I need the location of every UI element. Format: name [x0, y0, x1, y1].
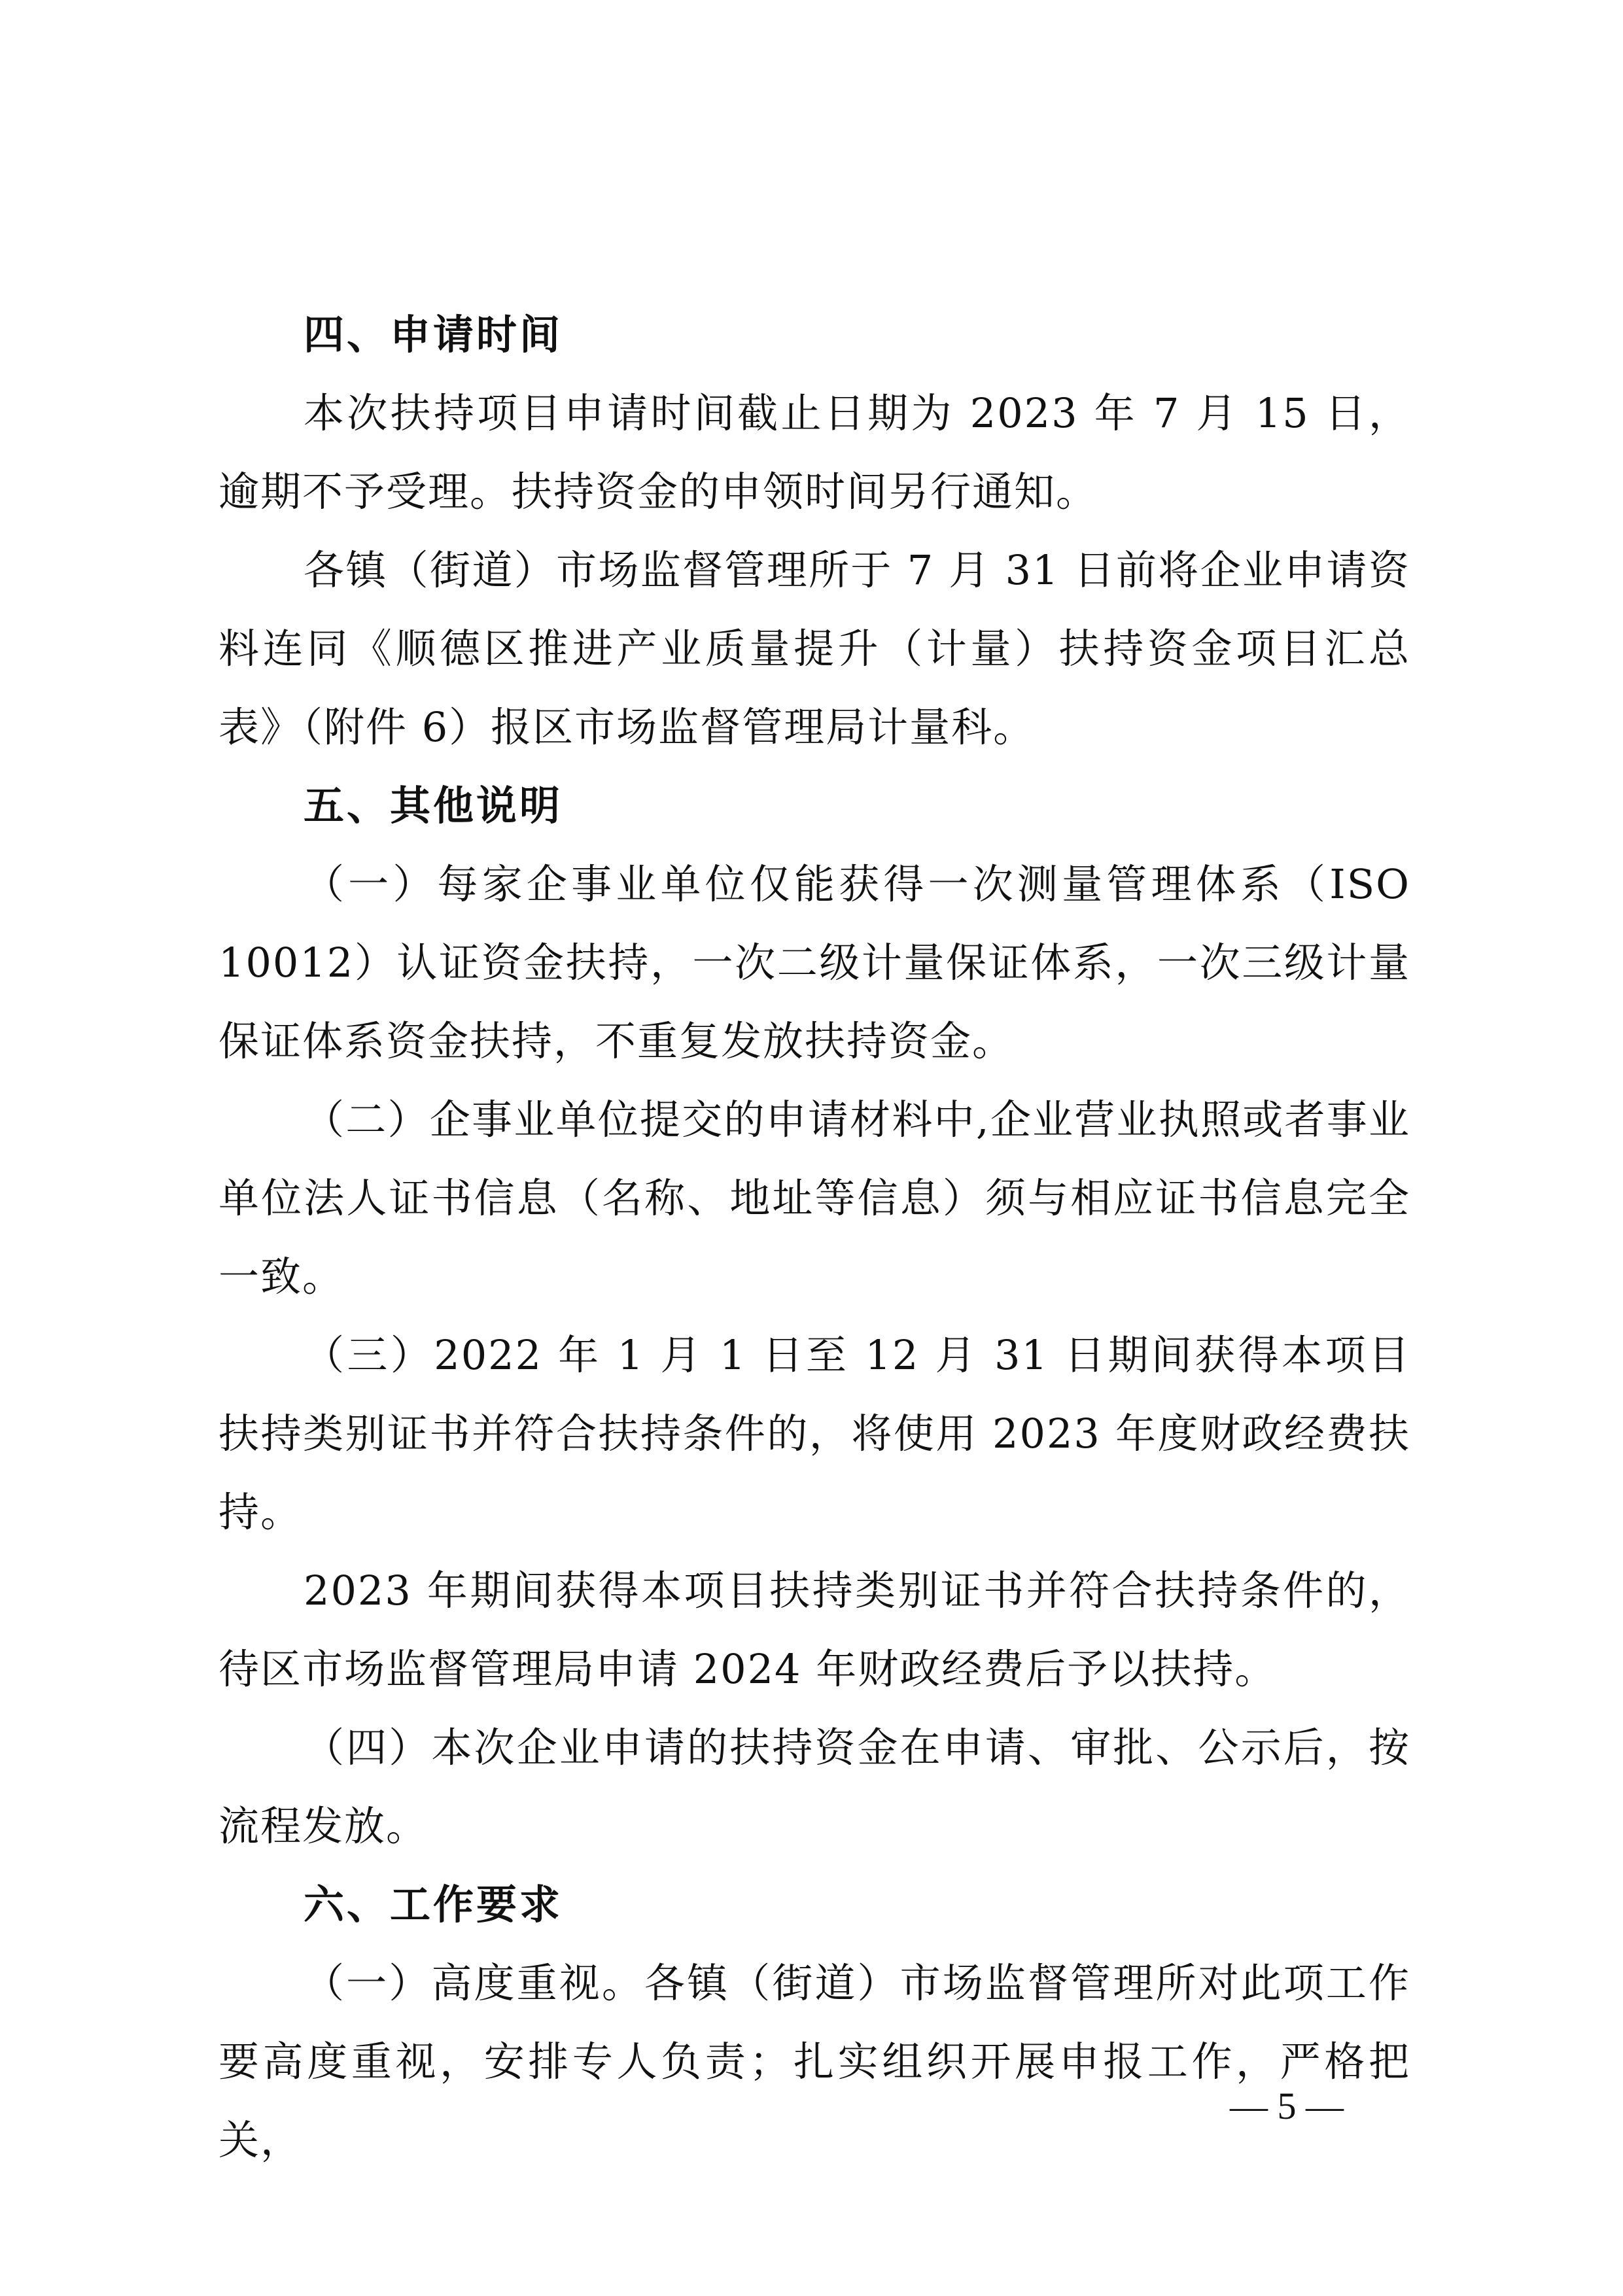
paragraph-note-4: （四）本次企业申请的扶持资金在申请、审批、公示后，按流程发放。	[218, 1724, 1410, 1850]
page-number: — 5 —	[1230, 2085, 1344, 2127]
paragraph-deadline: 本次扶持项目申请时间截止日期为 2023 年 7 月 15 日，逾期不予受理。扶持资金的申领时间另行通知。	[218, 389, 1410, 515]
section-heading-work-requirements: 六、工作要求	[304, 1881, 563, 1928]
document-body	[218, 296, 1410, 2180]
section-heading-other-notes: 五、其他说明	[304, 782, 563, 829]
paragraph-submission: 各镇（街道）市场监督管理所于 7 月 31 日前将企业申请资料连同《顺德区推进产业质量提升（计量）扶持资金项目汇总表》（附件 6）报区市场监督管理局计量科。	[218, 546, 1410, 751]
paragraph-note-1: （一）每家企事业单位仅能获得一次测量管理体系（ISO 10012）认证资金扶持，一次二级计量保证体系，一次三级计量保证体系资金扶持，不重复发放扶持资金。	[218, 860, 1410, 1065]
section-heading-application-time: 四、申请时间	[304, 311, 563, 358]
paragraph-note-2: （二）企事业单位提交的申请材料中,企业营业执照或者事业单位法人证书信息（名称、地址等信息）须与相应证书信息完全一致。	[218, 1096, 1410, 1300]
paragraph-note-3-continued: 2023 年期间获得本项目扶持类别证书并符合扶持条件的，待区市场监督管理局申请 2024 年财政经费后予以扶持。	[218, 1567, 1410, 1693]
paragraph-requirement-1: （一）高度重视。各镇（街道）市场监督管理所对此项工作要高度重视，安排专人负责；扎实组织开展申报工作，严格把关，	[218, 1959, 1410, 2164]
paragraph-note-3: （三）2022 年 1 月 1 日至 12 月 31 日期间获得本项目扶持类别证书并符合扶持条件的，将使用 2023 年度财政经费扶持。	[218, 1331, 1410, 1536]
